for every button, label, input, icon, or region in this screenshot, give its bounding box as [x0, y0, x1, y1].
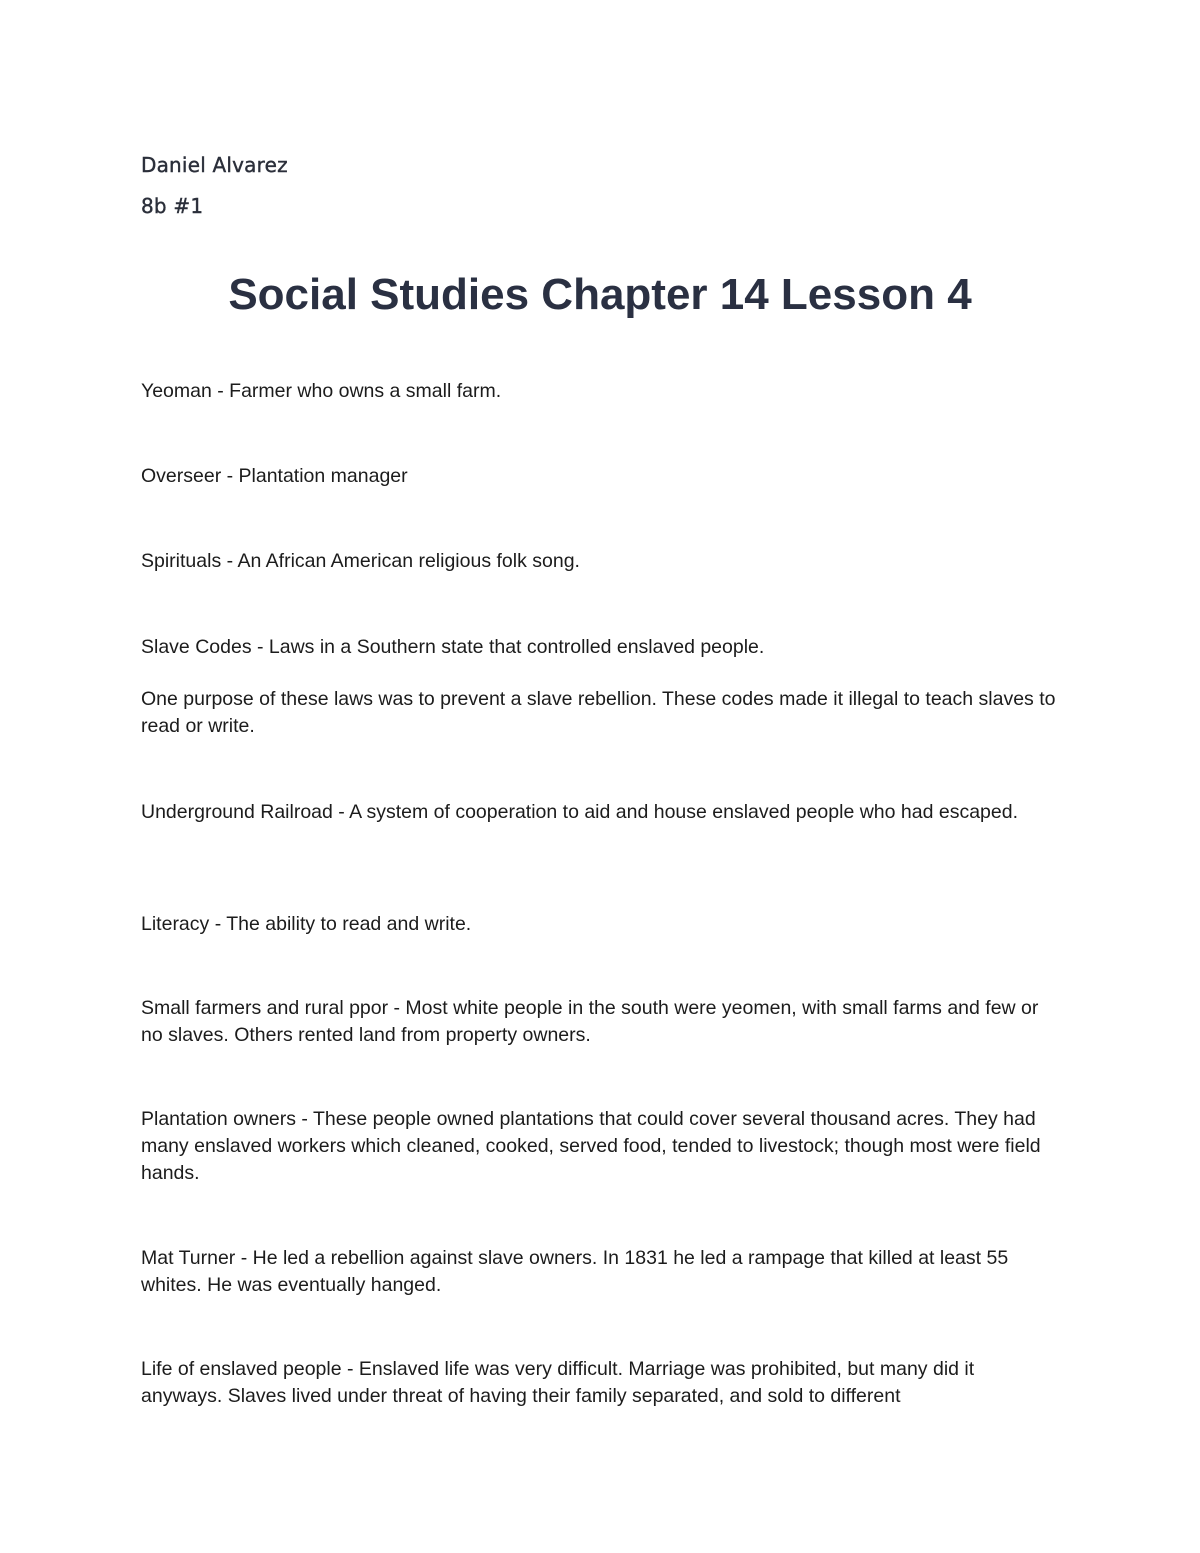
paragraph-plantation-owners: Plantation owners - These people owned plantations that could cover several thousand acres. They had many enslaved workers which cleaned, cooked, served food, tended to livestock; though most were field hands. [141, 1108, 1041, 1184]
paragraph-slave-codes: Slave Codes - Laws in a Southern state that controlled enslaved people. [141, 636, 765, 658]
paragraph-life-of-enslaved: Life of enslaved people - Enslaved life was very difficult. Marriage was prohibited, but many did it anyways. Slaves lived under threat of having their family separated, and sold to different [141, 1358, 975, 1407]
paragraph-underground-railroad: Underground Railroad - A system of cooperation to aid and house enslaved people who had escaped. [141, 801, 1019, 823]
page-title: Social Studies Chapter 14 Lesson 4 [228, 270, 972, 319]
paragraph-slave-codes-purpose: One purpose of these laws was to prevent a slave rebellion. These codes made it illegal to teach slaves to read or write. [141, 688, 1056, 737]
paragraph-spirituals: Spirituals - An African American religious folk song. [141, 550, 580, 572]
paragraph-literacy: Literacy - The ability to read and write. [141, 913, 472, 935]
paragraph-small-farmers: Small farmers and rural ppor - Most white people in the south were yeomen, with small farms and few or no slaves. Others rented land from property owners. [141, 997, 1039, 1046]
author-name: Daniel Alvarez [141, 153, 288, 177]
paragraph-mat-turner: Mat Turner - He led a rebellion against slave owners. In 1831 he led a rampage that killed at least 55 whites. He was eventually hanged. [141, 1247, 1009, 1296]
class-period: 8b #1 [141, 194, 204, 218]
paragraph-overseer: Overseer - Plantation manager [141, 465, 408, 487]
paragraph-yeoman: Yeoman - Farmer who owns a small farm. [141, 380, 502, 402]
